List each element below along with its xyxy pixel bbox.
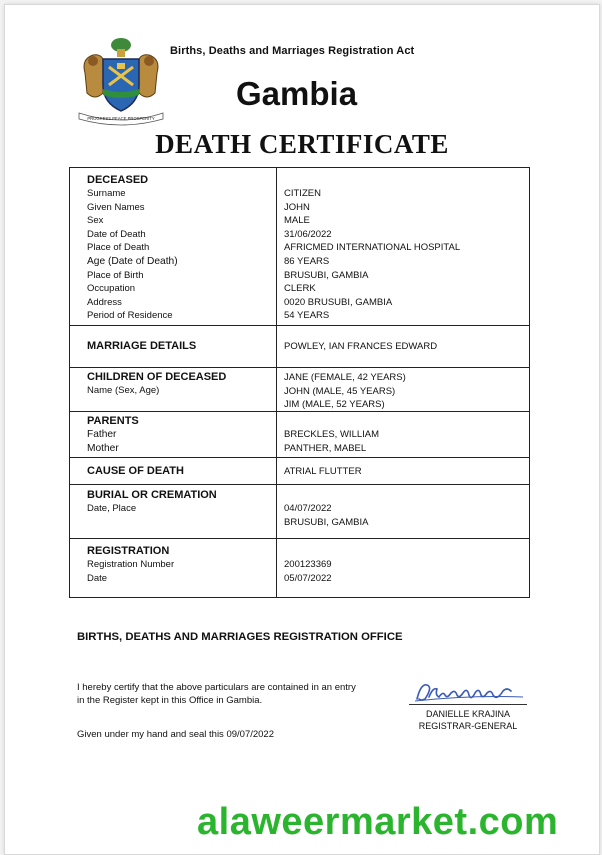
field-value: 0020 BRUSUBI, GAMBIA	[284, 296, 393, 308]
registration-number-value: 200123369	[284, 559, 332, 570]
burial-place: BRUSUBI, GAMBIA	[284, 516, 369, 528]
motto-text: PROGRESS PEACE PROSPERITY	[87, 116, 155, 121]
children-section	[70, 367, 529, 411]
children-label: Name (Sex, Age)	[87, 385, 160, 396]
cause-value: ATRIAL FLUTTER	[284, 466, 362, 477]
cause-section	[70, 457, 529, 484]
registrar-title: REGISTRAR-GENERAL	[418, 721, 518, 731]
registration-date-value: 05/07/2022	[284, 572, 332, 584]
spouse-value: POWLEY, IAN FRANCES EDWARD	[284, 341, 438, 352]
details-table	[69, 167, 530, 598]
burial-heading: BURIAL OR CREMATION	[87, 489, 217, 501]
field-label: Sex	[87, 215, 104, 227]
registration-heading: REGISTRATION	[87, 545, 170, 557]
certify-line-2: in the Register kept in this Office in Gambia.	[77, 695, 263, 707]
field-value: 54 YEARS	[284, 310, 330, 322]
office-heading: BIRTHS, DEATHS AND MARRIAGES REGISTRATION OFFICE	[77, 631, 403, 643]
certificate-page	[4, 4, 600, 855]
field-label: Address	[87, 296, 122, 308]
registrar-block	[409, 708, 527, 732]
field-value: 86 YEARS	[284, 255, 330, 267]
given-under-hand: Given under my hand and seal this 09/07/2022	[77, 729, 274, 740]
marriage-heading: MARRIAGE DETAILS	[87, 340, 197, 352]
field-value: CLERK	[284, 283, 316, 295]
deceased-heading: DECEASED	[87, 174, 149, 186]
coat-of-arms-icon	[73, 31, 169, 127]
parents-section	[70, 411, 529, 457]
watermark-text: alaweermarket.com	[197, 801, 559, 843]
certification-statement	[77, 681, 407, 708]
registrar-name: DANIELLE KRAJINA	[425, 709, 511, 719]
burial-label: Date, Place	[87, 503, 137, 514]
field-label: Period of Residence	[87, 310, 173, 322]
signature-icon	[411, 677, 529, 705]
burial-date: 04/07/2022	[284, 503, 332, 514]
registration-section	[70, 538, 529, 597]
field-label: Surname	[87, 188, 126, 199]
deceased-section	[70, 168, 529, 325]
document-title: DEATH CERTIFICATE	[155, 129, 449, 159]
child-value: JOHN (MALE, 45 YEARS)	[284, 385, 396, 397]
child-value: JANE (FEMALE, 42 YEARS)	[284, 372, 406, 383]
father-value: BRECKLES, WILLIAM	[284, 429, 380, 440]
parents-heading: PARENTS	[87, 415, 139, 427]
registration-date-label: Date	[87, 572, 108, 584]
burial-section	[70, 484, 529, 538]
certify-line-1: I hereby certify that the above particulars are contained in an entry	[77, 682, 356, 693]
field-value: AFRICMED INTERNATIONAL HOSPITAL	[284, 242, 461, 254]
mother-label: Mother	[87, 442, 119, 454]
father-label: Father	[87, 429, 117, 440]
field-value: CITIZEN	[284, 188, 321, 199]
mother-value: PANTHER, MABEL	[284, 442, 367, 454]
child-value: JIM (MALE, 52 YEARS)	[284, 399, 385, 411]
registration-number-label: Registration Number	[87, 559, 175, 570]
field-label: Place of Death	[87, 242, 150, 254]
field-value: JOHN	[284, 201, 310, 213]
field-label: Age (Date of Death)	[87, 255, 178, 267]
marriage-section	[70, 325, 529, 367]
cause-heading: CAUSE OF DEATH	[87, 465, 184, 477]
country-title: Gambia	[236, 75, 358, 112]
field-label: Place of Birth	[87, 269, 144, 281]
act-heading: Births, Deaths and Marriages Registration Act	[170, 45, 415, 57]
field-value: MALE	[284, 215, 310, 227]
field-label: Date of Death	[87, 228, 146, 240]
field-label: Occupation	[87, 283, 136, 295]
field-label: Given Names	[87, 201, 145, 213]
children-heading: CHILDREN OF DECEASED	[87, 371, 227, 383]
field-value: BRUSUBI, GAMBIA	[284, 269, 369, 281]
field-value: 31/06/2022	[284, 228, 332, 240]
signature-line	[409, 704, 527, 705]
